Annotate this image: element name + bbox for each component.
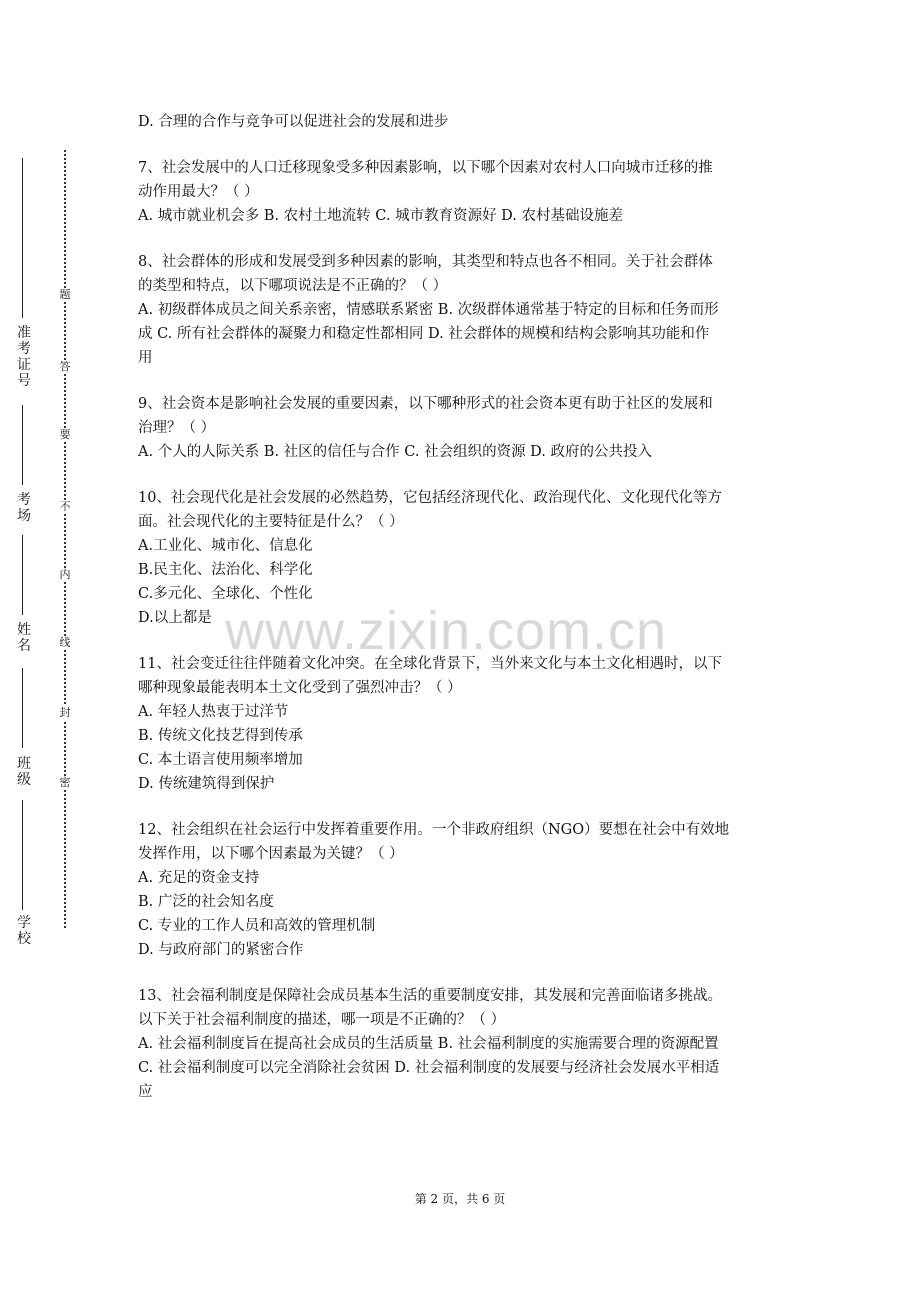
question-stem-line: 动作用最大？（ ） [138, 184, 259, 200]
option-d: D.以上都是 [138, 610, 212, 626]
field-label-exam-room: 考 场 [17, 492, 31, 524]
question-options: C. 社会福利制度可以完全消除社会贫困 D. 社会福利制度的发展要与经济社会发展水平相适 [138, 1060, 720, 1076]
top-option [138, 110, 788, 134]
seal-dotted-line [64, 150, 66, 928]
seal-char: 题 [55, 288, 75, 302]
option-b: B. 传统文化技艺得到传承 [138, 728, 303, 744]
question-7 [138, 156, 788, 228]
field-label-name: 姓 名 [17, 622, 31, 654]
seal-char: 不 [55, 500, 75, 514]
option-d: D. 传统建筑得到保护 [138, 776, 275, 792]
seal-char: 线 [55, 636, 75, 650]
question-stem-line: 发挥作用，以下哪个因素最为关键？（ ） [138, 846, 404, 862]
question-options: A. 个人的人际关系 B. 社区的信任与合作 C. 社会组织的资源 D. 政府的公共投入 [138, 444, 653, 460]
question-8 [138, 250, 788, 370]
question-stem-line: 以下关于社会福利制度的描述，哪一项是不正确的？（ ） [138, 1012, 506, 1028]
question-stem-line: 的类型和特点，以下哪项说法是不正确的？（ ） [138, 278, 448, 294]
question-stem-line: 治理？（ ） [138, 420, 216, 436]
field-line [22, 158, 23, 318]
option-a: A. 年轻人热衷于过洋节 [138, 704, 289, 720]
question-options: 成 C. 所有社会群体的凝聚力和稳定性都相同 D. 社会群体的规模和结构会影响其功能和作 [138, 326, 710, 342]
option-c: C. 本土语言使用频率增加 [138, 752, 303, 768]
question-9 [138, 392, 788, 464]
option-c: C. 专业的工作人员和高效的管理机制 [138, 918, 376, 934]
field-label-school: 学 校 [17, 915, 31, 947]
seal-char: 内 [55, 568, 75, 582]
seal-char: 要 [55, 428, 75, 442]
question-stem-line: 10、社会现代化是社会发展的必然趋势，它包括经济现代化、政治现代化、文化现代化等方 [138, 490, 722, 506]
field-line [22, 668, 23, 748]
question-12 [138, 818, 788, 962]
question-content [138, 110, 788, 1126]
field-label-exam-number: 准 考 证 号 [17, 325, 31, 389]
question-options: 用 [138, 350, 153, 366]
field-line [22, 800, 23, 910]
option-a: A. 充足的资金支持 [138, 870, 260, 886]
seal-char: 密 [55, 776, 75, 790]
question-10 [138, 486, 788, 630]
question-options: A. 初级群体成员之间关系亲密，情感联系紧密 B. 次级群体通常基于特定的目标和任务而形 [138, 302, 719, 318]
page-number: 第 2 页，共 6 页 [414, 1192, 506, 1206]
question-options: A. 社会福利制度旨在提高社会成员的生活质量 B. 社会福利制度的实施需要合理的资源配置 [138, 1036, 719, 1052]
option-b: B.民主化、法治化、科学化 [138, 562, 313, 578]
question-stem-line: 11、社会变迁往往伴随着文化冲突。在全球化背景下，当外来文化与本土文化相遇时，以下 [138, 656, 722, 672]
field-label-class: 班 级 [17, 756, 31, 788]
question-11 [138, 652, 788, 796]
field-line [22, 535, 23, 615]
question-stem-line: 7、社会发展中的人口迁移现象受多种因素影响，以下哪个因素对农村人口向城市迁移的推 [138, 160, 713, 176]
field-line [22, 405, 23, 485]
watermark: www.zixin.com.cn [225, 601, 668, 661]
question-stem-line: 面。社会现代化的主要特征是什么？（ ） [138, 514, 404, 530]
question-13 [138, 984, 788, 1104]
question-options: 应 [138, 1084, 153, 1100]
option-text: D. 合理的合作与竞争可以促进社会的发展和进步 [138, 114, 449, 130]
question-stem-line: 哪种现象最能表明本土文化受到了强烈冲击？（ ） [138, 680, 462, 696]
option-d: D. 与政府部门的紧密合作 [138, 942, 304, 958]
seal-char: 答 [55, 360, 75, 374]
option-b: B. 广泛的社会知名度 [138, 894, 274, 910]
question-stem-line: 9、社会资本是影响社会发展的重要因素，以下哪种形式的社会资本更有助于社区的发展和 [138, 396, 713, 412]
question-stem-line: 13、社会福利制度是保障社会成员基本生活的重要制度安排，其发展和完善面临诸多挑战。 [138, 988, 722, 1004]
question-options: A. 城市就业机会多 B. 农村土地流转 C. 城市教育资源好 D. 农村基础设施差 [138, 208, 624, 224]
option-a: A.工业化、城市化、信息化 [138, 538, 313, 554]
option-c: C.多元化、全球化、个性化 [138, 586, 313, 602]
seal-char: 封 [55, 706, 75, 720]
question-stem-line: 8、社会群体的形成和发展受到多种因素的影响，其类型和特点也各不相同。关于社会群体 [138, 254, 713, 270]
question-stem-line: 12、社会组织在社会运行中发挥着重要作用。一个非政府组织（NGO）要想在社会中有效地 [138, 822, 730, 838]
